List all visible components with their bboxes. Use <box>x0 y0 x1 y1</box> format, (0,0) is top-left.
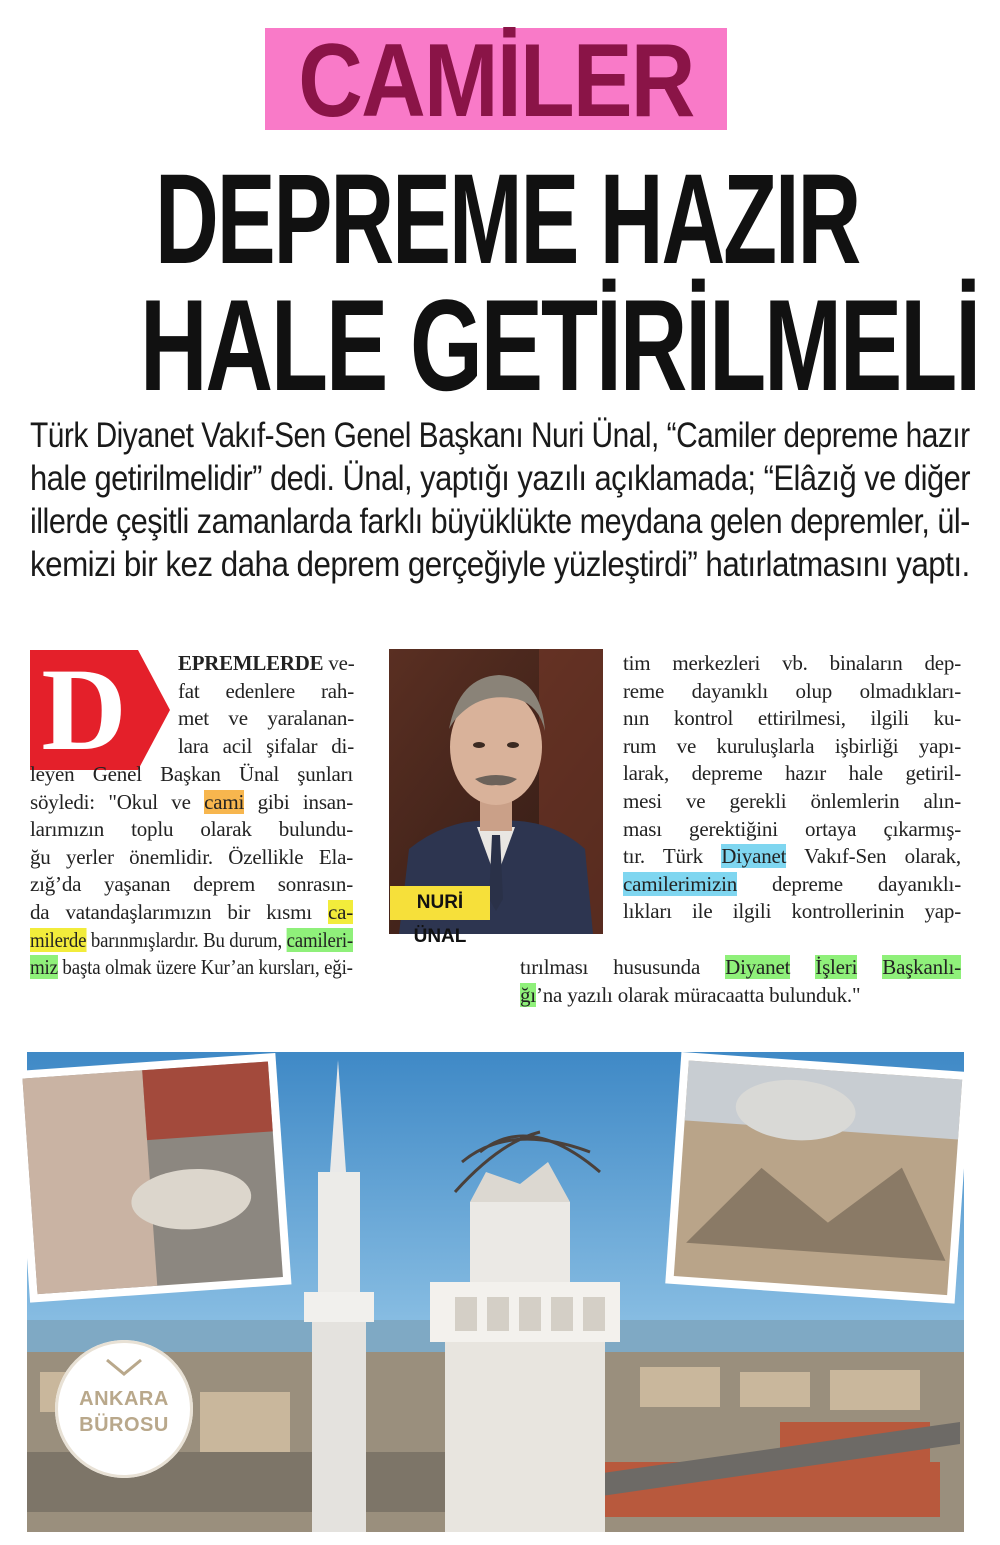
highlight: camileri- <box>286 927 353 952</box>
highlight: ğı <box>520 982 536 1007</box>
drop-cap-letter: D <box>30 650 138 770</box>
body-line: larımızın toplu olarak bulundu- <box>30 817 353 842</box>
spot-line: Türk Diyanet Vakıf-Sen Genel Başkanı Nuri Ünal, “Camiler depreme hazır <box>30 415 970 455</box>
drop-cap-arrow-icon <box>30 650 170 770</box>
body-line: met ve yaralanan- <box>178 706 354 731</box>
body-line: ğu yerler önemlidir. Özellikle Ela- <box>30 844 353 869</box>
body-line: tır. Türk Diyanet Vakıf-Sen olarak, <box>623 844 961 869</box>
lead-word: EPREMLERDE <box>178 651 324 675</box>
body-column-1 <box>30 761 353 982</box>
highlight: Diyanet <box>721 844 787 869</box>
body-line: ması gerektiğini ortaya çıkarmış- <box>623 816 961 841</box>
body-column-3 <box>623 650 961 926</box>
body-line: zığ’da yaşanan deprem sonrasın- <box>30 872 353 897</box>
body-line: söyledi: "Okul ve cami gibi insan- <box>30 789 353 814</box>
highlight: İşleri <box>815 955 858 979</box>
highlight: ca- <box>327 899 353 924</box>
highlight: camilerimizin <box>623 871 738 896</box>
headline-line-2: HALE GETİRİLMELİ <box>140 272 980 418</box>
badge-line-1: ANKARA <box>79 1388 169 1410</box>
body-line: larak, depreme hazır hale getiril- <box>623 761 961 786</box>
highlight: milerde <box>30 927 87 952</box>
body-column-3-bottom <box>520 954 961 1009</box>
body-line: ğı’na yazılı olarak müracaatta bulunduk." <box>520 982 861 1007</box>
highlight: miz <box>30 955 58 980</box>
drop-cap <box>30 644 170 775</box>
body-line: tırılması hususunda Diyanet İşleri Başkanlı- <box>520 955 961 979</box>
body-line: lıkları ile ilgili kontrollerinin yap- <box>623 899 961 924</box>
body-column-1-top <box>178 650 354 760</box>
spot-line: illerde çeşitli zamanlarda farklı büyüklükte meydana gelen depremler, ül- <box>30 501 970 541</box>
body-line: miz başta olmak üzere Kur’an kursları, eği- <box>30 955 353 980</box>
body-line: leyen Genel Başkan Ünal şunları <box>30 762 353 786</box>
body-line: nın kontrol ettirilmesi, ilgili ku- <box>623 706 961 731</box>
photo-caption: NURİ ÜNAL <box>390 886 490 920</box>
body-line: camilerimizin depreme dayanıklı- <box>623 871 961 896</box>
headline-line-1: DEPREME HAZIR <box>155 148 860 291</box>
highlight: cami <box>204 789 245 814</box>
body-line: reme dayanıklı olup olmadıkları- <box>623 678 961 703</box>
body-line: EPREMLERDE ve- <box>178 651 355 675</box>
body-line: rum ve kuruluşlarla işbirliği yapı- <box>623 733 961 758</box>
kicker-band <box>265 23 727 139</box>
highlight: Başkanlı- <box>882 955 961 979</box>
body-line: fat edenlere rah- <box>178 678 354 703</box>
badge-line-2: BÜROSU <box>79 1414 169 1436</box>
ankara-bureau-badge <box>55 1340 193 1478</box>
spot-paragraph <box>30 414 970 586</box>
kicker-text: CAMİLER <box>298 23 694 139</box>
body-line: milerde barınmışlardır. Bu durum, camileri- <box>30 927 353 952</box>
body-line: lara acil şifalar di- <box>178 733 354 758</box>
body-line: mesi ve gerekli önlemlerin alın- <box>623 788 961 813</box>
highlight: Diyanet <box>725 955 791 979</box>
spot-line: kemizi bir kez daha deprem gerçeğiyle yüzleştirdi” hatırlatmasını yaptı. <box>30 544 970 584</box>
body-line: da vatandaşlarımızın bir kısmı ca- <box>30 899 353 924</box>
spot-line: hale getirilmelidir” dedi. Ünal, yaptığı yazılı açıklamada; “Elâzığ ve diğer <box>30 458 971 498</box>
body-line: tim merkezleri vb. binaların dep- <box>623 651 961 675</box>
